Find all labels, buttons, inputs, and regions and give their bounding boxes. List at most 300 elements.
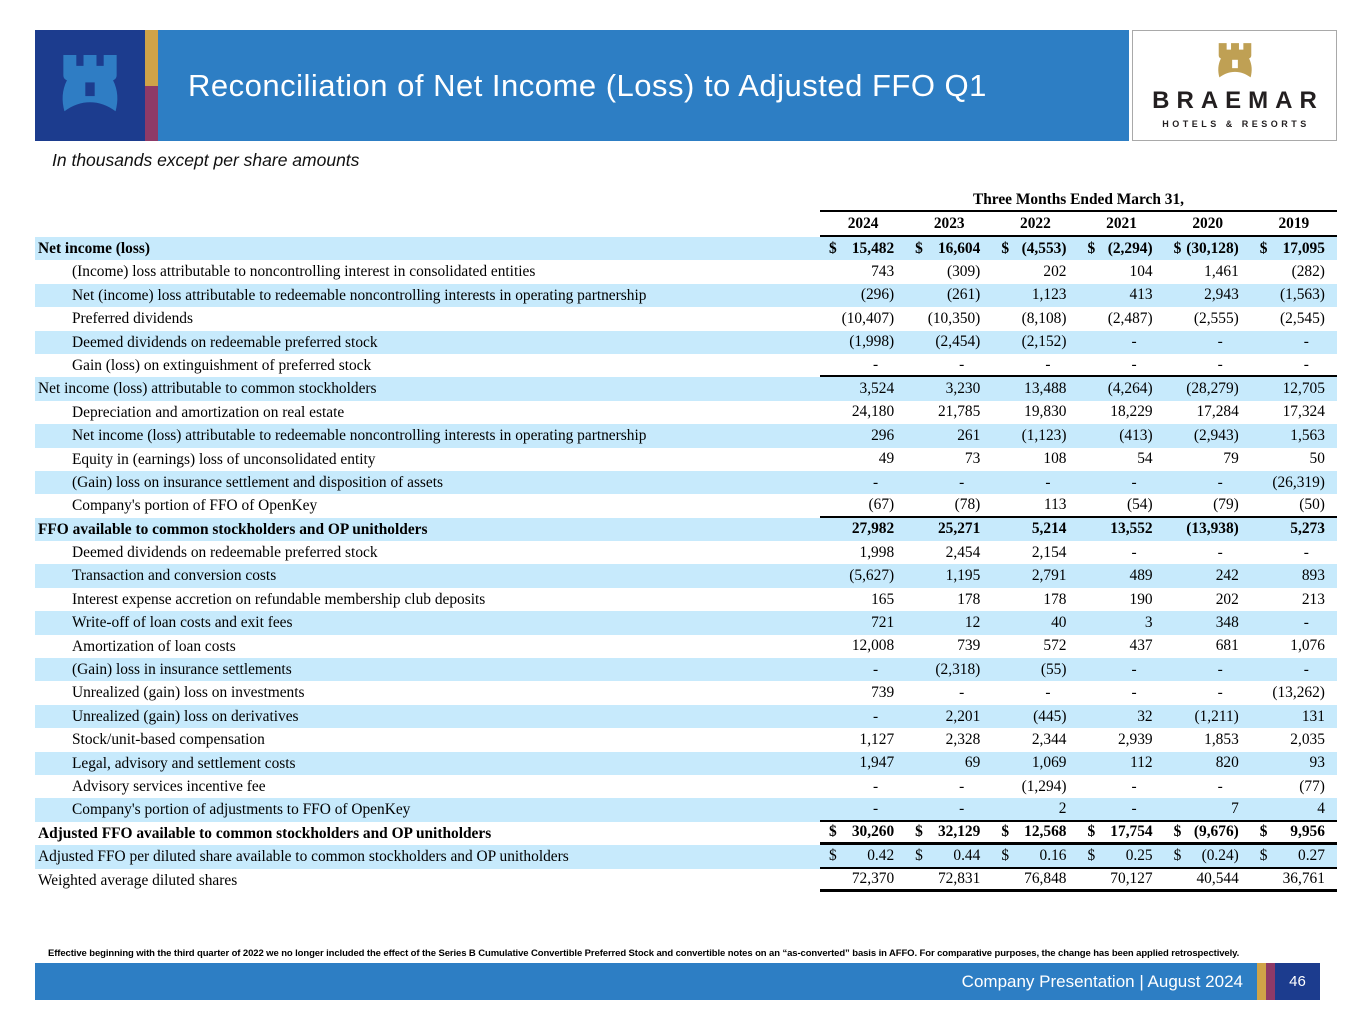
cell-value: (77) bbox=[1299, 777, 1325, 795]
value-cell bbox=[1165, 752, 1251, 775]
dollar-sign: $ bbox=[1173, 239, 1182, 257]
braemar-brand-text: BRAEMAR bbox=[1152, 86, 1324, 114]
cell-value: 1,947 bbox=[859, 754, 895, 772]
cell-value: 2,454 bbox=[945, 543, 981, 561]
value-cell bbox=[906, 284, 992, 307]
dollar-sign: $ bbox=[1259, 822, 1268, 840]
value-cell bbox=[1078, 471, 1164, 494]
value-cell bbox=[820, 377, 906, 400]
cell-value: - bbox=[1131, 543, 1137, 561]
value-cell bbox=[1165, 658, 1251, 681]
cell-value: (13,262) bbox=[1272, 684, 1325, 702]
value-cell bbox=[1078, 401, 1164, 424]
value-cell bbox=[1165, 284, 1251, 307]
cell-value: (1,211) bbox=[1194, 707, 1239, 725]
value-cell bbox=[1165, 845, 1251, 866]
title-banner bbox=[158, 30, 1129, 141]
table-row bbox=[35, 775, 1337, 798]
value-cell bbox=[906, 564, 992, 587]
reconciliation-table bbox=[35, 190, 1337, 892]
row-label: Amortization of loan costs bbox=[72, 637, 236, 655]
value-cell bbox=[906, 869, 992, 889]
value-cell bbox=[1165, 401, 1251, 424]
table-row bbox=[35, 284, 1337, 307]
cell-value: 202 bbox=[1043, 263, 1067, 281]
cell-value: 108 bbox=[1043, 450, 1067, 468]
cell-value: - bbox=[873, 473, 879, 491]
value-cell bbox=[992, 377, 1078, 400]
row-label: Unrealized (gain) loss on investments bbox=[72, 684, 305, 702]
cell-value: 5,273 bbox=[1290, 520, 1325, 538]
cell-value: (26,319) bbox=[1272, 473, 1325, 491]
braemar-logo bbox=[1132, 30, 1337, 141]
value-cell bbox=[1251, 260, 1337, 283]
value-cell bbox=[1251, 284, 1337, 307]
row-label: Net income (loss) attributable to redeemable noncontrolling interests in operating partnership bbox=[72, 427, 647, 445]
cell-value: - bbox=[1217, 777, 1223, 795]
row-label: Depreciation and amortization on real estate bbox=[72, 403, 345, 421]
cell-value: 0.42 bbox=[867, 846, 895, 864]
table-row bbox=[35, 681, 1337, 704]
value-cell bbox=[1078, 798, 1164, 819]
value-cell bbox=[992, 588, 1078, 611]
cell-value: 32 bbox=[1137, 707, 1153, 725]
table-row bbox=[35, 424, 1337, 447]
table-years-row bbox=[35, 212, 1337, 237]
cell-value: - bbox=[1131, 660, 1137, 678]
value-cell bbox=[906, 494, 992, 515]
cell-value: 489 bbox=[1129, 567, 1153, 585]
value-cell bbox=[1165, 869, 1251, 889]
dollar-sign: $ bbox=[829, 822, 837, 840]
cell-value: 721 bbox=[871, 613, 895, 631]
value-cell bbox=[1251, 658, 1337, 681]
value-cell bbox=[992, 775, 1078, 798]
value-cell bbox=[1165, 424, 1251, 447]
value-cell bbox=[906, 260, 992, 283]
value-cell bbox=[1251, 775, 1337, 798]
cell-value: - bbox=[1217, 355, 1223, 373]
cell-value: - bbox=[1217, 333, 1223, 351]
row-values bbox=[820, 728, 1337, 751]
value-cell bbox=[820, 494, 906, 515]
cell-value: 7 bbox=[1231, 800, 1239, 818]
value-cell bbox=[820, 658, 906, 681]
value-cell bbox=[992, 494, 1078, 515]
cell-value: - bbox=[873, 800, 879, 818]
row-label: Adjusted FFO available to common stockholders and OP unitholders bbox=[38, 824, 492, 842]
row-label: Legal, advisory and settlement costs bbox=[72, 754, 296, 772]
value-cell bbox=[1251, 798, 1337, 819]
cell-value: (261) bbox=[946, 286, 981, 304]
table-row bbox=[35, 307, 1337, 330]
cell-value: 24,180 bbox=[851, 403, 895, 421]
value-cell bbox=[992, 752, 1078, 775]
cell-value: 0.44 bbox=[953, 846, 981, 864]
cell-value: - bbox=[959, 777, 965, 795]
cell-value: 261 bbox=[957, 426, 981, 444]
cell-value: (2,487) bbox=[1107, 309, 1153, 327]
value-cell bbox=[1165, 331, 1251, 354]
cell-value: 893 bbox=[1301, 567, 1325, 585]
accent-gold bbox=[145, 30, 158, 86]
cell-value: 178 bbox=[957, 590, 981, 608]
cell-value: - bbox=[1131, 333, 1137, 351]
cell-value: (67) bbox=[868, 495, 895, 513]
row-values bbox=[820, 401, 1337, 424]
cell-value: 1,076 bbox=[1290, 637, 1325, 655]
value-cell bbox=[1251, 752, 1337, 775]
value-cell bbox=[820, 541, 906, 564]
cell-value: 1,127 bbox=[859, 730, 895, 748]
value-cell bbox=[992, 284, 1078, 307]
cell-value: (2,454) bbox=[935, 333, 981, 351]
cell-value: 17,324 bbox=[1282, 403, 1325, 421]
year-column-header: 2023 bbox=[933, 215, 965, 232]
value-cell bbox=[1251, 401, 1337, 424]
table-row bbox=[35, 611, 1337, 634]
braemar-tagline: HOTELS & RESORTS bbox=[1162, 118, 1310, 129]
value-cell bbox=[1165, 635, 1251, 658]
cell-value: (4,264) bbox=[1107, 380, 1153, 398]
cell-value: (4,553) bbox=[1021, 239, 1067, 257]
cell-value: (2,294) bbox=[1107, 239, 1153, 257]
row-values bbox=[820, 424, 1337, 447]
value-cell bbox=[1251, 494, 1337, 515]
dollar-sign: $ bbox=[1173, 822, 1182, 840]
value-cell bbox=[1078, 307, 1164, 330]
cell-value: (1,123) bbox=[1021, 426, 1067, 444]
row-label: Unrealized (gain) loss on derivatives bbox=[72, 707, 299, 725]
row-values bbox=[820, 494, 1337, 517]
row-values bbox=[820, 752, 1337, 775]
label-spacer bbox=[35, 190, 820, 212]
table-row bbox=[35, 331, 1337, 354]
value-cell bbox=[1251, 518, 1337, 541]
table-row bbox=[35, 635, 1337, 658]
row-label: Adjusted FFO per diluted share available to common stockholders and OP unitholders bbox=[38, 848, 569, 866]
cell-value: 40,544 bbox=[1196, 869, 1239, 887]
row-values bbox=[820, 635, 1337, 658]
value-cell bbox=[820, 307, 906, 330]
table-row bbox=[35, 448, 1337, 471]
cell-value: 40 bbox=[1051, 613, 1067, 631]
value-cell bbox=[992, 401, 1078, 424]
footer-accent-plum bbox=[1266, 963, 1275, 1000]
row-values bbox=[820, 798, 1337, 821]
cell-value: 820 bbox=[1215, 754, 1239, 772]
cell-value: 165 bbox=[871, 590, 895, 608]
year-column-header: 2021 bbox=[1106, 215, 1137, 232]
table-row bbox=[35, 471, 1337, 494]
footnote-text: Effective beginning with the third quarter of 2022 we no longer included the effect of the Series B Cumulative Convertible Preferred Stock and convertible notes on an “as-converted” basis in AFFO. For comparative purposes, the change has been applied retrospectively. bbox=[48, 948, 1240, 959]
value-cell bbox=[1251, 728, 1337, 751]
value-cell bbox=[1251, 471, 1337, 494]
dollar-sign: $ bbox=[915, 846, 923, 864]
value-cell bbox=[820, 611, 906, 634]
row-label: Preferred dividends bbox=[72, 310, 193, 328]
row-values bbox=[820, 284, 1337, 307]
value-cell bbox=[906, 354, 992, 375]
value-cell bbox=[1078, 284, 1164, 307]
cell-value: 1,461 bbox=[1204, 263, 1239, 281]
value-cell bbox=[906, 728, 992, 751]
value-cell bbox=[1078, 494, 1164, 515]
year-column-header: 2024 bbox=[847, 215, 879, 232]
cell-value: - bbox=[959, 355, 965, 373]
value-cell bbox=[1078, 541, 1164, 564]
value-cell bbox=[992, 331, 1078, 354]
row-values bbox=[820, 354, 1337, 377]
cell-value: 202 bbox=[1215, 590, 1239, 608]
table-row bbox=[35, 237, 1337, 260]
cell-value: 2,154 bbox=[1031, 543, 1067, 561]
braemar-castle-icon bbox=[1213, 43, 1257, 81]
table-row bbox=[35, 564, 1337, 587]
cell-value: 112 bbox=[1130, 754, 1153, 772]
row-label: Deemed dividends on redeemable preferred stock bbox=[72, 544, 378, 562]
value-cell bbox=[1078, 424, 1164, 447]
header-logo-square bbox=[35, 30, 145, 141]
cell-value: 2,201 bbox=[945, 707, 981, 725]
row-label: (Gain) loss in insurance settlements bbox=[72, 661, 292, 679]
value-cell bbox=[906, 705, 992, 728]
value-cell bbox=[1165, 728, 1251, 751]
value-cell bbox=[1078, 822, 1164, 842]
value-cell bbox=[1078, 564, 1164, 587]
accent-plum bbox=[145, 86, 158, 141]
cell-value: (2,318) bbox=[935, 660, 981, 678]
cell-value: 113 bbox=[1043, 495, 1067, 513]
value-cell bbox=[992, 798, 1078, 819]
value-cell bbox=[820, 448, 906, 471]
cell-value: 93 bbox=[1309, 754, 1325, 772]
value-cell bbox=[906, 471, 992, 494]
table-row bbox=[35, 377, 1337, 400]
cell-value: 9,956 bbox=[1290, 822, 1325, 840]
value-cell bbox=[820, 635, 906, 658]
cell-value: (413) bbox=[1119, 426, 1153, 444]
cell-value: 70,127 bbox=[1110, 869, 1153, 887]
value-cell bbox=[1165, 705, 1251, 728]
value-cell bbox=[992, 237, 1078, 260]
table-row bbox=[35, 260, 1337, 283]
cell-value: (30,128) bbox=[1186, 239, 1239, 257]
table-row bbox=[35, 752, 1337, 775]
cell-value: (2,545) bbox=[1280, 309, 1325, 327]
row-values bbox=[820, 518, 1337, 541]
cell-value: 0.25 bbox=[1125, 846, 1153, 864]
row-label: Write-off of loan costs and exit fees bbox=[72, 614, 293, 632]
value-cell bbox=[1251, 822, 1337, 842]
value-cell bbox=[992, 611, 1078, 634]
value-cell bbox=[992, 681, 1078, 704]
cell-value: 2,943 bbox=[1204, 286, 1239, 304]
table-row bbox=[35, 869, 1337, 892]
cell-value: - bbox=[1045, 355, 1051, 373]
cell-value: 32,129 bbox=[937, 822, 981, 840]
value-cell bbox=[992, 518, 1078, 541]
row-values bbox=[820, 869, 1337, 892]
cell-value: 2,791 bbox=[1031, 567, 1067, 585]
value-cell bbox=[1165, 260, 1251, 283]
label-spacer bbox=[35, 212, 820, 237]
cell-value: 73 bbox=[964, 450, 981, 468]
cell-value: (445) bbox=[1033, 707, 1067, 725]
dollar-sign: $ bbox=[829, 239, 837, 257]
row-values bbox=[820, 564, 1337, 587]
row-values bbox=[820, 541, 1337, 564]
value-cell bbox=[1078, 728, 1164, 751]
cell-value: 743 bbox=[871, 263, 895, 281]
value-cell bbox=[1165, 377, 1251, 400]
value-cell bbox=[820, 869, 906, 889]
row-values bbox=[820, 377, 1337, 400]
table-row bbox=[35, 494, 1337, 517]
row-label: Net income (loss) bbox=[38, 240, 150, 257]
cell-value: 19,830 bbox=[1024, 403, 1067, 421]
row-values bbox=[820, 705, 1337, 728]
value-cell bbox=[1078, 635, 1164, 658]
cell-value: - bbox=[1045, 684, 1051, 702]
cell-value: 104 bbox=[1129, 263, 1153, 281]
value-cell bbox=[1251, 705, 1337, 728]
cell-value: 79 bbox=[1223, 450, 1239, 468]
cell-value: (1,998) bbox=[849, 333, 895, 351]
table-row bbox=[35, 822, 1337, 845]
row-values bbox=[820, 775, 1337, 798]
dollar-sign: $ bbox=[1001, 822, 1010, 840]
cell-value: 739 bbox=[957, 637, 981, 655]
dollar-sign: $ bbox=[1259, 846, 1268, 864]
cell-value: (79) bbox=[1213, 495, 1239, 513]
dollar-sign: $ bbox=[1173, 846, 1182, 864]
value-cell bbox=[1078, 377, 1164, 400]
value-cell bbox=[1078, 752, 1164, 775]
value-cell bbox=[992, 564, 1078, 587]
value-cell bbox=[906, 752, 992, 775]
cell-value: - bbox=[1045, 473, 1051, 491]
value-cell bbox=[1165, 541, 1251, 564]
cell-value: - bbox=[1131, 684, 1137, 702]
value-cell bbox=[1078, 681, 1164, 704]
value-cell bbox=[906, 681, 992, 704]
footer-accent-gold bbox=[1257, 963, 1266, 1000]
footer-text: Company Presentation | August 2024 bbox=[961, 971, 1243, 991]
row-label: (Income) loss attributable to noncontrolling interest in consolidated entities bbox=[72, 263, 536, 281]
row-label: Weighted average diluted shares bbox=[38, 871, 238, 889]
value-cell bbox=[906, 822, 992, 842]
table-row bbox=[35, 401, 1337, 424]
value-cell bbox=[1251, 377, 1337, 400]
cell-value: (282) bbox=[1291, 263, 1325, 281]
cell-value: 2,328 bbox=[945, 730, 981, 748]
value-cell bbox=[992, 845, 1078, 866]
cell-value: 1,069 bbox=[1031, 754, 1067, 772]
value-cell bbox=[1165, 494, 1251, 515]
cell-value: (2,555) bbox=[1193, 309, 1239, 327]
cell-value: 17,284 bbox=[1196, 403, 1239, 421]
cell-value: (2,152) bbox=[1021, 333, 1067, 351]
value-cell bbox=[820, 775, 906, 798]
value-cell bbox=[820, 354, 906, 375]
value-cell bbox=[820, 845, 906, 866]
cell-value: 16,604 bbox=[937, 239, 981, 257]
dollar-sign: $ bbox=[1087, 846, 1096, 864]
cell-value: 27,982 bbox=[851, 520, 895, 538]
table-row bbox=[35, 588, 1337, 611]
page-number: 46 bbox=[1275, 963, 1320, 1000]
castle-icon bbox=[54, 55, 126, 117]
value-cell bbox=[1165, 611, 1251, 634]
value-cell bbox=[906, 448, 992, 471]
cell-value: - bbox=[959, 473, 965, 491]
value-cell bbox=[906, 377, 992, 400]
value-cell bbox=[1078, 845, 1164, 866]
table-body bbox=[35, 237, 1337, 892]
value-cell bbox=[820, 705, 906, 728]
cell-value: - bbox=[1303, 543, 1309, 561]
value-cell bbox=[1251, 635, 1337, 658]
cell-value: 12 bbox=[964, 613, 981, 631]
row-values bbox=[820, 681, 1337, 704]
value-cell bbox=[1078, 869, 1164, 889]
value-cell bbox=[820, 752, 906, 775]
cell-value: - bbox=[1131, 355, 1137, 373]
value-cell bbox=[906, 307, 992, 330]
cell-value: 2,035 bbox=[1290, 730, 1325, 748]
value-cell bbox=[1251, 237, 1337, 260]
cell-value: 681 bbox=[1215, 637, 1239, 655]
value-cell bbox=[1078, 705, 1164, 728]
cell-value: (13,938) bbox=[1186, 520, 1239, 538]
cell-value: 2,939 bbox=[1117, 730, 1153, 748]
dollar-sign: $ bbox=[1087, 239, 1096, 257]
value-cell bbox=[1165, 307, 1251, 330]
dollar-sign: $ bbox=[1087, 822, 1096, 840]
row-label: Equity in (earnings) loss of unconsolidated entity bbox=[72, 450, 376, 468]
value-cell bbox=[820, 331, 906, 354]
cell-value: - bbox=[873, 660, 879, 678]
value-cell bbox=[906, 845, 992, 866]
cell-value: 1,853 bbox=[1204, 730, 1239, 748]
table-group-header-row bbox=[35, 190, 1337, 212]
cell-value: 1,998 bbox=[859, 543, 895, 561]
cell-value: 572 bbox=[1043, 637, 1067, 655]
table-row bbox=[35, 705, 1337, 728]
cell-value: (10,407) bbox=[841, 309, 895, 327]
value-cell bbox=[1251, 845, 1337, 866]
row-label: Company's portion of adjustments to FFO of OpenKey bbox=[72, 801, 411, 819]
value-cell bbox=[1078, 658, 1164, 681]
slide-header bbox=[35, 30, 1337, 141]
cell-value: 49 bbox=[878, 450, 895, 468]
cell-value: 30,260 bbox=[851, 822, 895, 840]
value-cell bbox=[1165, 237, 1251, 260]
value-cell bbox=[906, 588, 992, 611]
cell-value: (55) bbox=[1040, 660, 1067, 678]
value-cell bbox=[1251, 681, 1337, 704]
cell-value: 18,229 bbox=[1110, 403, 1153, 421]
cell-value: 12,568 bbox=[1024, 822, 1067, 840]
cell-value: 17,754 bbox=[1110, 822, 1153, 840]
slide-footer bbox=[35, 963, 1320, 1000]
value-cell bbox=[820, 471, 906, 494]
row-label: FFO available to common stockholders and OP unitholders bbox=[38, 520, 428, 538]
dollar-sign: $ bbox=[915, 822, 923, 840]
row-values bbox=[820, 588, 1337, 611]
value-cell bbox=[1078, 588, 1164, 611]
